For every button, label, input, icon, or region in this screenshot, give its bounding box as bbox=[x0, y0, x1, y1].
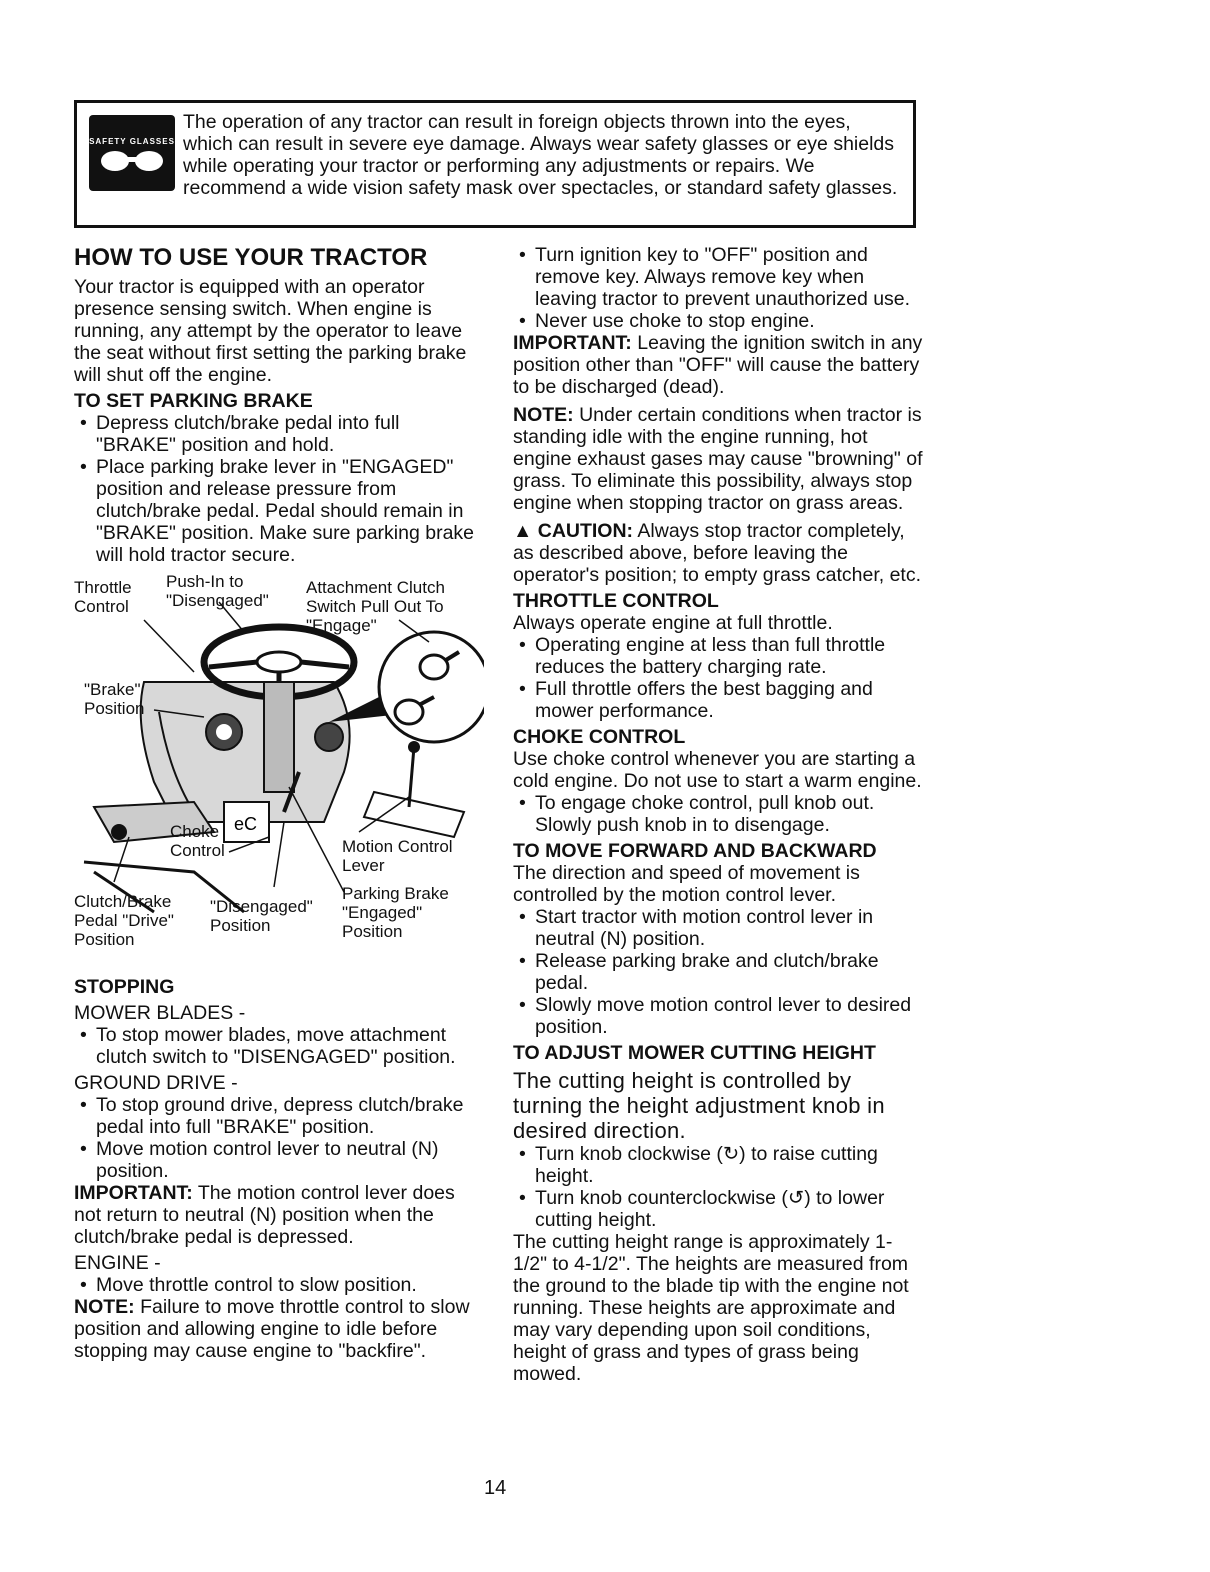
move-list bbox=[513, 906, 923, 1038]
safety-glasses-icon bbox=[89, 115, 175, 191]
important-note bbox=[74, 1182, 484, 1248]
intro-paragraph: Your tractor is equipped with an operator presence sensing switch. When engine is running, any attempt by the operator to leave the seat without first setting the parking brake will shut off the engine. bbox=[74, 276, 467, 386]
section-title: HOW TO USE YOUR TRACTOR bbox=[74, 244, 428, 271]
parking-brake-list bbox=[74, 412, 484, 566]
safety-warning-text: The operation of any tractor can result in foreign objects thrown into the eyes, which can result in severe eye damage. Always wear safety glasses or eye shields while operating your tractor or performing any adjustments or repairs. We recommend a wide vision safety mask over spectacles, or standard safety glasses. bbox=[183, 111, 898, 199]
height-range-text: The cutting height range is approximately 1-1/2" to 4-1/2". The heights are measured from the ground to the blade tip with the engine not running. These heights are approximate and may vary depending upon soil conditions, height of grass and types of grass being mowed. bbox=[513, 1231, 909, 1385]
caution-text: Always stop tractor completely, as described above, before leaving the operator's position; to empty grass catcher, etc. bbox=[513, 520, 922, 586]
important-label: IMPORTANT: bbox=[513, 332, 632, 354]
move-text: The direction and speed of movement is controlled by the motion control lever. bbox=[513, 862, 860, 906]
page-number: 14 bbox=[484, 1477, 507, 1499]
push-in-label: Push-In to "Disengaged" bbox=[166, 572, 269, 610]
note-paragraph bbox=[513, 404, 923, 514]
choke-text: Use choke control whenever you are starting a cold engine. Do not use to start a warm engine. bbox=[513, 748, 922, 792]
throttle-list bbox=[513, 634, 923, 722]
important-label: IMPORTANT: bbox=[74, 1182, 193, 1204]
list-item: • Slowly move motion control lever to desired position. bbox=[513, 994, 923, 1038]
list-item: • Turn ignition key to "OFF" position and remove key. Always remove key when leaving tractor to prevent unauthorized use. bbox=[513, 244, 923, 310]
list-item: • Full throttle offers the best bagging and mower performance. bbox=[513, 678, 923, 722]
ground-drive-heading: GROUND DRIVE - bbox=[74, 1072, 238, 1094]
note-paragraph bbox=[74, 1296, 484, 1362]
tractor-controls-diagram bbox=[74, 572, 484, 972]
goggles-icon bbox=[97, 145, 167, 175]
list-item: • To engage choke control, pull knob out. Slowly push knob in to disengage. bbox=[513, 792, 923, 836]
ignition-key-list bbox=[513, 244, 923, 332]
motion-control-label: Motion Control Lever bbox=[342, 837, 453, 875]
list-item: • Move motion control lever to neutral (N) position. bbox=[74, 1138, 484, 1182]
engine-heading: ENGINE - bbox=[74, 1252, 161, 1274]
throttle-text: Always operate engine at full throttle. bbox=[513, 612, 833, 634]
warning-triangle-icon: ▲ bbox=[513, 520, 533, 542]
throttle-control-heading: THROTTLE CONTROL bbox=[513, 590, 719, 612]
right-column bbox=[513, 244, 923, 1385]
important-note bbox=[513, 332, 923, 398]
list-item: • Release parking brake and clutch/brake pedal. bbox=[513, 950, 923, 994]
choke-list bbox=[513, 792, 923, 836]
cutting-height-text: The cutting height is controlled by turning the height adjustment knob in desired direction. bbox=[513, 1068, 885, 1143]
safety-warning-box bbox=[74, 100, 916, 228]
mower-blades-list bbox=[74, 1024, 484, 1068]
important-text: Leaving the ignition switch in any position other than "OFF" will cause the battery to be discharged (dead). bbox=[513, 332, 923, 398]
brake-position-label: "Brake" Position bbox=[84, 680, 145, 718]
choke-control-heading: CHOKE CONTROL bbox=[513, 726, 686, 748]
list-item: • To stop mower blades, move attachment clutch switch to "DISENGAGED" position. bbox=[74, 1024, 484, 1068]
clutch-pedal-label: Clutch/Brake Pedal "Drive" Position bbox=[74, 892, 174, 949]
svg-text:eC: eC bbox=[234, 814, 258, 834]
note-text: Failure to move throttle control to slow position and allowing engine to idle before stopping may cause engine to "backfire". bbox=[74, 1296, 470, 1362]
parking-brake-label: Parking Brake "Engaged" Position bbox=[342, 884, 449, 941]
throttle-control-label: Throttle Control bbox=[74, 578, 132, 616]
list-item: • To stop ground drive, depress clutch/brake pedal into full "BRAKE" position. bbox=[74, 1094, 484, 1138]
choke-control-label: Choke Control bbox=[170, 822, 225, 860]
parking-brake-heading: TO SET PARKING BRAKE bbox=[74, 390, 313, 412]
ground-drive-list bbox=[74, 1094, 484, 1182]
badge-label: SAFETY GLASSES bbox=[89, 137, 175, 146]
move-heading: TO MOVE FORWARD AND BACKWARD bbox=[513, 840, 877, 862]
note-label: NOTE: bbox=[74, 1296, 135, 1318]
stopping-heading: STOPPING bbox=[74, 976, 175, 998]
list-item: • Depress clutch/brake pedal into full "BRAKE" position and hold. bbox=[74, 412, 484, 456]
note-text: Under certain conditions when tractor is standing idle with the engine running, hot engine exhaust gases may cause "browning" of grass. To eliminate this possibility, always stop engine when stopping tractor on grass areas. bbox=[513, 404, 923, 514]
list-item: • Operating engine at less than full throttle reduces the battery charging rate. bbox=[513, 634, 923, 678]
list-item: • Place parking brake lever in "ENGAGED" position and release pressure from clutch/brake pedal. Pedal should remain in "BRAKE" position. Make sure parking brake will hold tractor secure. bbox=[74, 456, 484, 566]
caution-label: CAUTION: bbox=[537, 520, 634, 542]
list-item: • Turn knob clockwise (↻) to raise cutting height. bbox=[513, 1143, 923, 1187]
left-column bbox=[74, 244, 484, 1362]
important-text: The motion control lever does not return to neutral (N) position when the clutch/brake pedal is depressed. bbox=[74, 1182, 455, 1248]
engine-list bbox=[74, 1274, 484, 1296]
attachment-clutch-label: Attachment Clutch Switch Pull Out To "Engage" bbox=[306, 578, 445, 635]
list-item: • Never use choke to stop engine. bbox=[513, 310, 923, 332]
mower-blades-heading: MOWER BLADES - bbox=[74, 1002, 246, 1024]
list-item: • Turn knob counterclockwise (↺) to lower cutting height. bbox=[513, 1187, 923, 1231]
list-item: • Start tractor with motion control lever in neutral (N) position. bbox=[513, 906, 923, 950]
list-item: • Move throttle control to slow position. bbox=[74, 1274, 484, 1296]
caution-paragraph bbox=[513, 520, 923, 586]
disengaged-position-label: "Disengaged" Position bbox=[210, 897, 313, 935]
cutting-height-list bbox=[513, 1143, 923, 1231]
cutting-height-heading: TO ADJUST MOWER CUTTING HEIGHT bbox=[513, 1042, 876, 1064]
note-label: NOTE: bbox=[513, 404, 574, 426]
